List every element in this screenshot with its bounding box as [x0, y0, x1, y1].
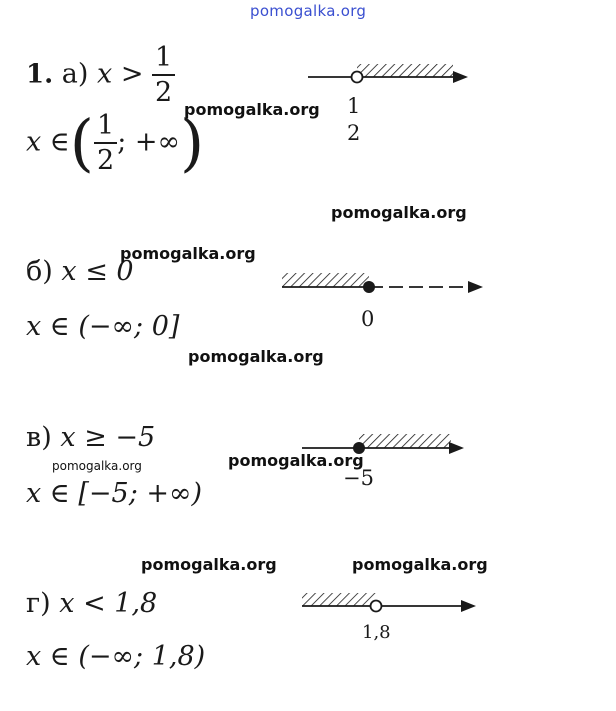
point-label-g: 1,8: [362, 622, 391, 643]
watermark: pomogalka.org: [188, 347, 324, 366]
part-g-answer: x ∈ (−∞; 1,8): [26, 641, 206, 672]
shaded-region-g: [302, 593, 376, 606]
part-a-answer-denominator: 2: [94, 142, 117, 174]
shaded-region-a: [357, 64, 453, 77]
problem-number: 1.: [26, 59, 54, 90]
part-a-close-paren: ): [179, 106, 205, 179]
number-line-a: [308, 64, 468, 83]
watermark: pomogalka.org: [228, 451, 364, 470]
arrow-icon: [461, 600, 476, 612]
point-label-a: [344, 96, 363, 144]
watermark: pomogalka.org: [331, 203, 467, 222]
watermark: pomogalka.org: [52, 459, 142, 473]
point-label-a-numerator: 1: [347, 94, 361, 118]
open-point-icon: [371, 601, 382, 612]
part-v-condition-text: x ≥ −5: [60, 422, 156, 453]
open-point-icon: [352, 72, 363, 83]
part-g-condition-text: x < 1,8: [59, 588, 158, 619]
watermark: pomogalka.org: [184, 100, 320, 119]
point-label-v: −5: [343, 466, 374, 490]
part-a-letter: а): [61, 58, 89, 90]
part-a-var: x: [96, 58, 113, 90]
part-g-letter: г): [26, 588, 51, 619]
part-a-numerator: 1: [155, 42, 173, 73]
shaded-region-v: [359, 434, 451, 448]
shaded-region-b: [282, 273, 369, 287]
point-label-b: 0: [361, 307, 375, 331]
arrow-icon: [468, 281, 483, 293]
part-a-open-paren: (: [69, 106, 94, 179]
watermark: pomogalka.org: [352, 555, 488, 574]
number-line-b: [282, 273, 483, 293]
watermark-top: pomogalka.org: [250, 2, 367, 20]
part-b-condition-text: x ≤ 0: [61, 256, 134, 287]
part-v-answer: x ∈ [−5; +∞): [26, 478, 203, 509]
part-a-answer-numerator: 1: [97, 110, 115, 141]
watermark: pomogalka.org: [120, 244, 256, 263]
watermark: pomogalka.org: [141, 555, 277, 574]
part-a-answer-prefix: x ∈: [26, 126, 70, 158]
part-v-letter: в): [26, 422, 52, 453]
part-b-answer: x ∈ (−∞; 0]: [26, 311, 180, 342]
filled-point-icon: [363, 281, 375, 293]
point-label-a-denominator: 2: [347, 121, 361, 145]
part-a-answer-tail: ; +∞: [117, 126, 180, 158]
arrow-icon: [453, 71, 468, 83]
number-line-g: [302, 593, 476, 612]
part-b-letter: б): [26, 256, 53, 287]
arrow-icon: [449, 442, 464, 454]
part-a-op: >: [120, 58, 144, 90]
part-a-denominator: 2: [152, 74, 175, 106]
